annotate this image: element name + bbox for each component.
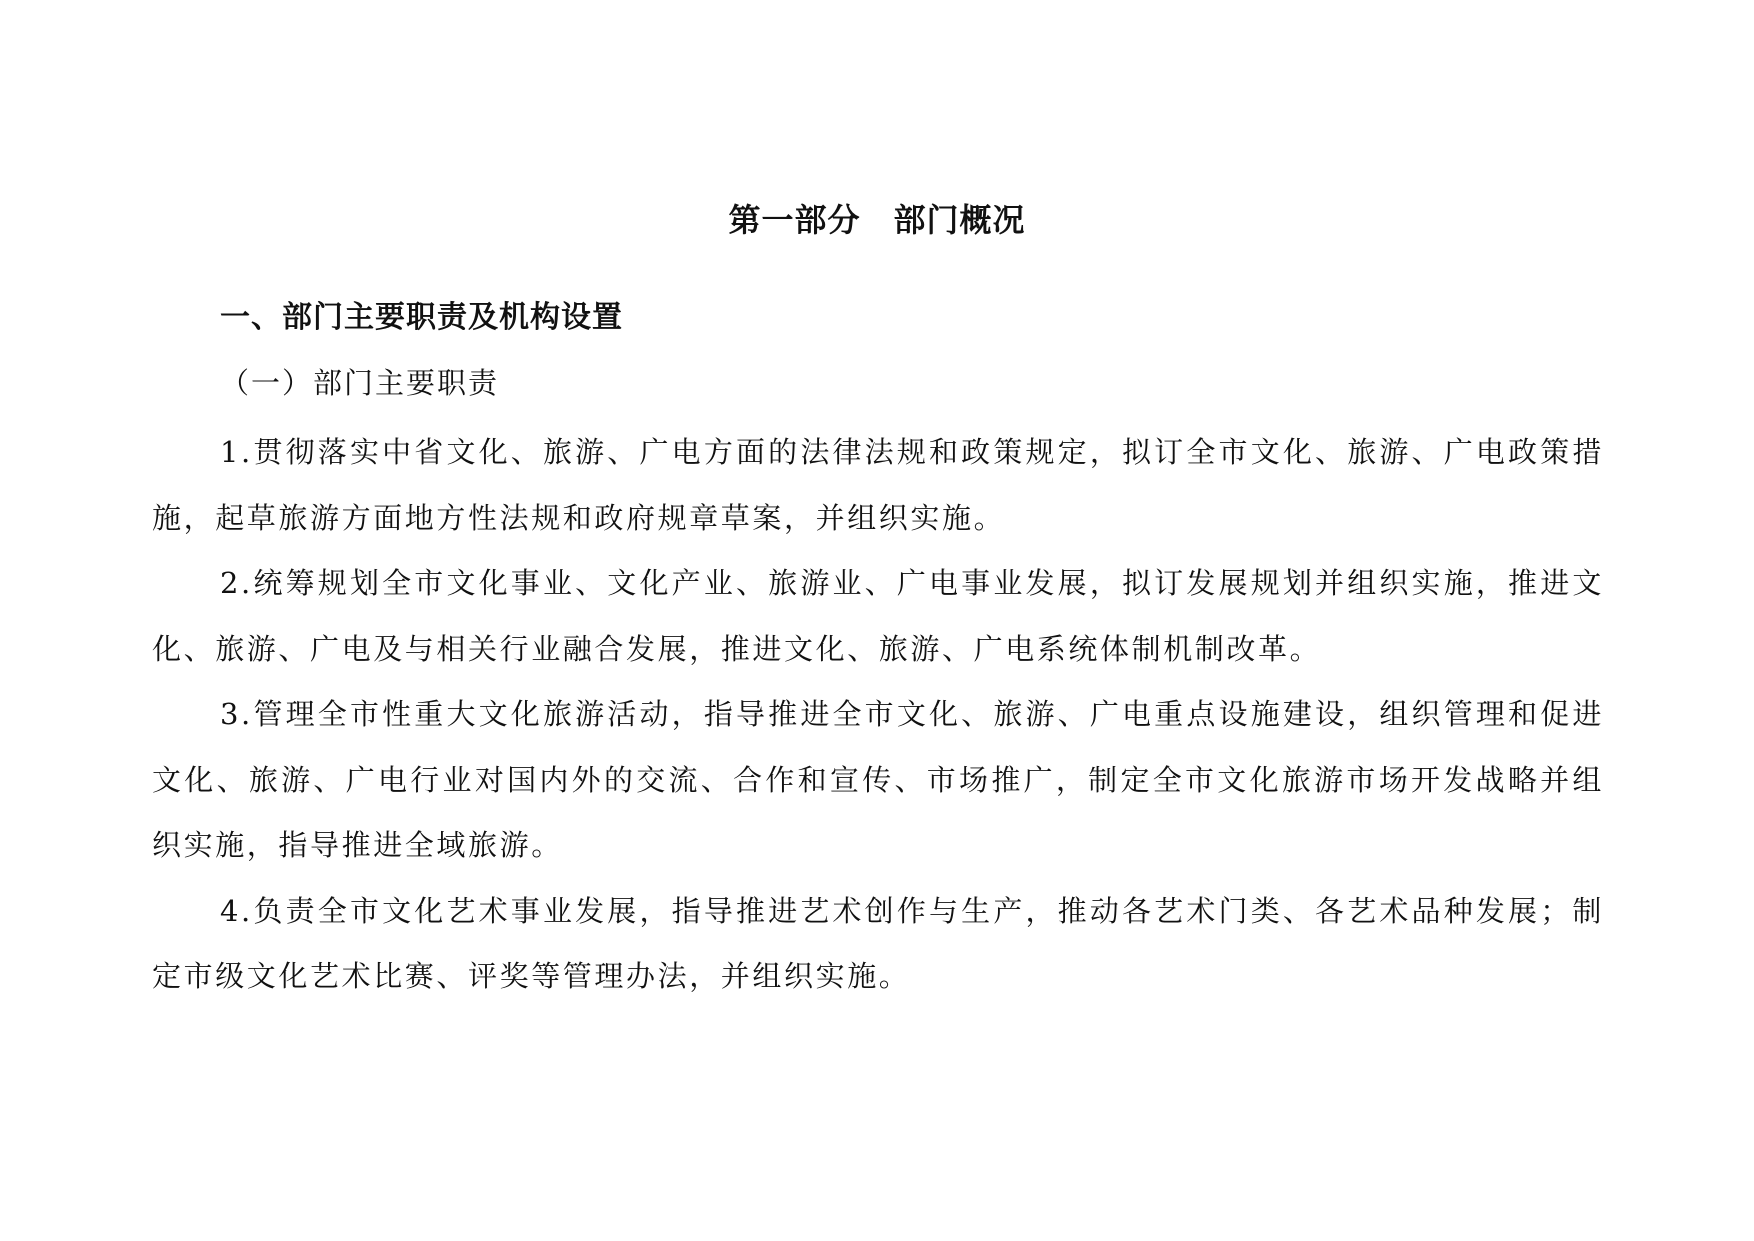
paragraph-3: 3.管理全市性重大文化旅游活动，指导推进全市文化、旅游、广电重点设施建设，组织管理和促进文化、旅游、广电行业对国内外的交流、合作和宣传、市场推广，制定全市文化旅游市场开发战略并组织实施，指导推进全域旅游。 bbox=[152, 697, 1604, 862]
paragraph-4: 4.负责全市文化艺术事业发展，指导推进艺术创作与生产，推动各艺术门类、各艺术品种发展；制定市级文化艺术比赛、评奖等管理办法，并组织实施。 bbox=[152, 893, 1604, 993]
sub-heading: （一）部门主要职责 bbox=[220, 366, 500, 400]
body-text bbox=[152, 420, 1604, 1010]
page-title: 第一部分 部门概况 bbox=[728, 201, 1026, 239]
paragraph-1: 1.贯彻落实中省文化、旅游、广电方面的法律法规和政策规定，拟订全市文化、旅游、广电政策措施，起草旅游方面地方性法规和政府规章草案，并组织实施。 bbox=[152, 435, 1604, 535]
section-heading: 一、部门主要职责及机构设置 bbox=[220, 300, 623, 335]
paragraph-2: 2.统筹规划全市文化事业、文化产业、旅游业、广电事业发展，拟订发展规划并组织实施，推进文化、旅游、广电及与相关行业融合发展，推进文化、旅游、广电系统体制机制改革。 bbox=[152, 566, 1604, 666]
